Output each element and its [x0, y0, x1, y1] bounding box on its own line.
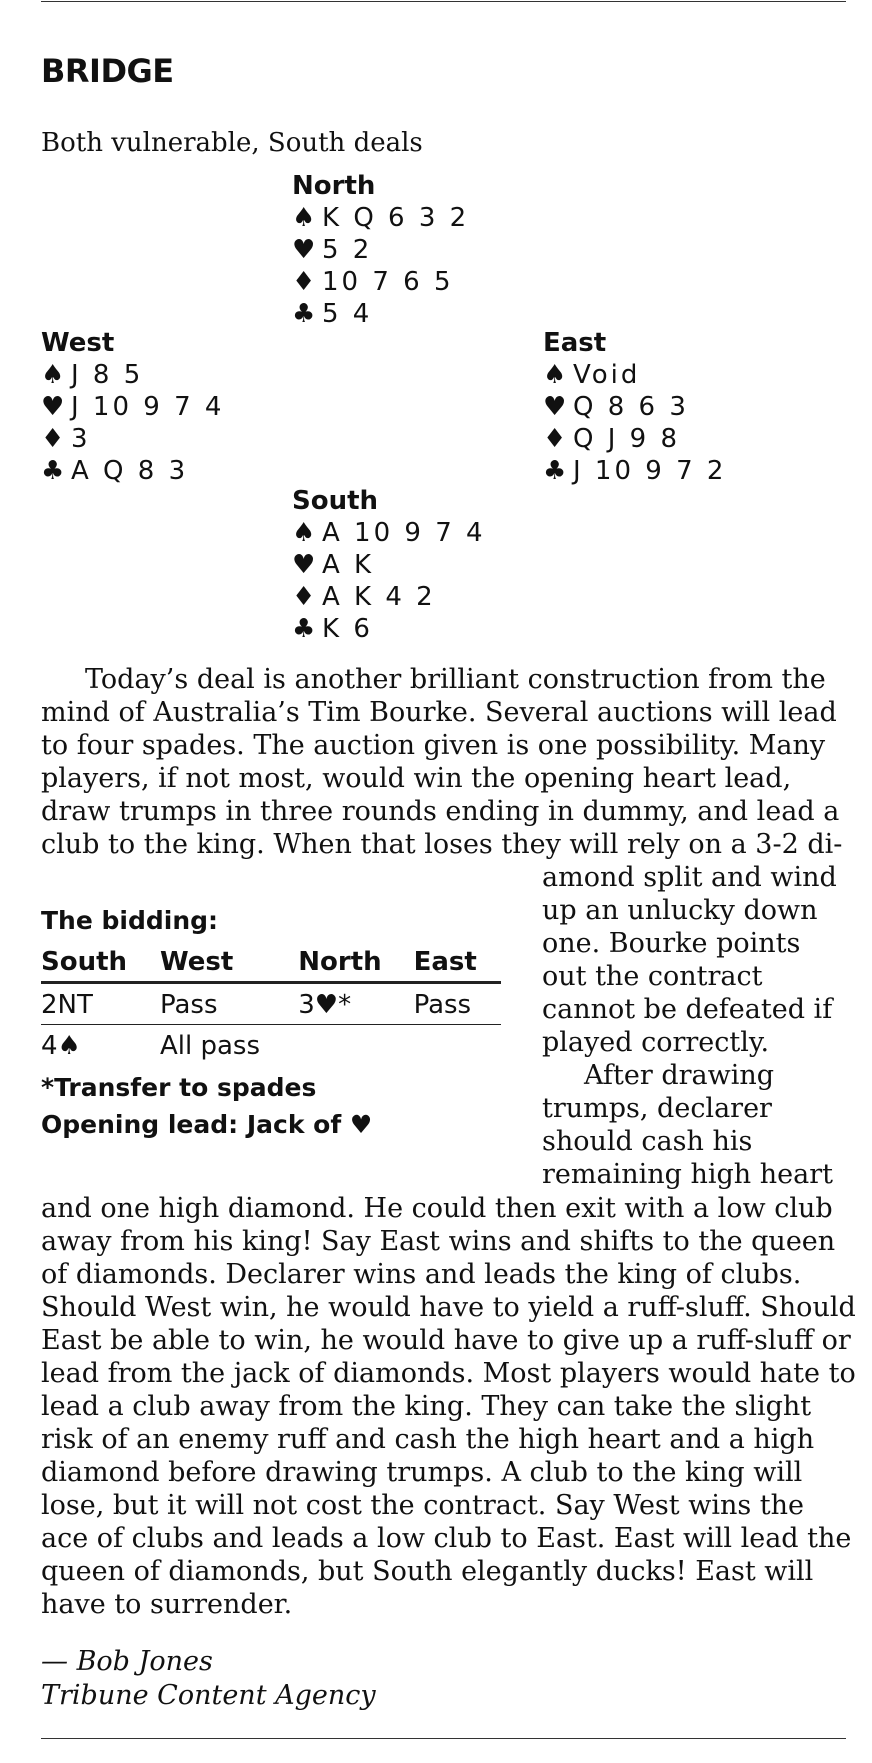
bid-cell: All pass	[159, 1031, 260, 1061]
heart-icon: ♥	[292, 550, 316, 580]
west-clubs: ♣ A Q 8 3	[41, 456, 189, 486]
bidding-row	[41, 1025, 501, 1066]
bid-cell: Pass	[414, 983, 501, 1025]
spade-icon: ♠	[543, 360, 567, 390]
bidding-header: South	[41, 947, 160, 983]
bidding-header: West	[160, 947, 298, 983]
heart-icon: ♥	[41, 392, 65, 422]
heart-icon: ♥	[292, 235, 316, 265]
agency: Tribune Content Agency	[41, 1680, 376, 1711]
south-hearts: ♥ A K	[292, 550, 375, 580]
opening-lead: Opening lead: Jack of ♥	[41, 1110, 373, 1139]
club-icon: ♣	[292, 299, 316, 329]
north-clubs: ♣ 5 4	[292, 299, 373, 329]
diamond-icon: ♦	[292, 267, 316, 297]
west-spades: ♠ J 8 5	[41, 360, 144, 390]
bid-cell	[414, 1025, 501, 1066]
bidding-title: The bidding:	[41, 906, 219, 935]
top-rule	[41, 1, 846, 2]
west-label: West	[41, 328, 115, 358]
vulnerability-line: Both vulnerable, South deals	[41, 128, 423, 158]
heart-icon: ♥	[543, 392, 567, 422]
east-diamonds: ♦ Q J 9 8	[543, 424, 681, 454]
bidding-header-row	[41, 947, 501, 983]
article-paragraph-2-end: and one high diamond. He could then exit with a low club away from his king! Say East wins and shifts to the queen of diamonds. Declarer wins and leads the king of clubs. Should West win, he would have to yield a ruff-sluff. Should East be able to win, he would have to give up a ruff-sluff or lead from the jack of diamonds. Most players would hate to lead a club away from the king. They can take the slight risk of an enemy ruff and cash the high heart and a high diamond before drawing trumps. A club to the king will lose, but it will not cost the contract. Say West wins the ace of clubs and leads a low club to East. East will lead the queen of diamonds, but South elegantly ducks! East will have to surrender.	[41, 1193, 856, 1620]
transfer-footnote: *Transfer to spades	[41, 1073, 317, 1102]
bidding-box	[41, 906, 501, 1139]
bidding-table	[41, 947, 501, 1065]
east-spades: ♠ Void	[543, 360, 641, 390]
north-label: North	[292, 171, 376, 201]
club-icon: ♣	[41, 456, 65, 486]
column-heading: BRIDGE	[41, 52, 174, 90]
spade-icon: ♠	[292, 203, 316, 233]
west-diamonds: ♦ 3	[41, 424, 91, 454]
bidding-row	[41, 983, 501, 1025]
spade-icon: ♠	[41, 360, 65, 390]
south-hand	[292, 485, 486, 645]
south-diamonds: ♦ A K 4 2	[292, 582, 436, 612]
west-hand	[41, 327, 224, 487]
bid-cell: 2NT	[41, 983, 160, 1025]
bid-cell	[298, 1025, 413, 1066]
north-hand	[292, 170, 469, 330]
article-right-column	[542, 861, 852, 1191]
diamond-icon: ♦	[41, 424, 65, 454]
south-label: South	[292, 486, 379, 516]
author: — Bob Jones	[41, 1646, 213, 1677]
bid-cell: Pass	[160, 983, 298, 1025]
north-diamonds: ♦ 10 7 6 5	[292, 267, 454, 297]
article-paragraph-1: Today’s deal is another brilliant construction from the mind of Australia’s Tim Bourke. Several auctions will lead to four spades. The auction given is one possibility. Many players, if not most, would win the opening heart lead, draw trumps in three rounds ending in dummy, and lead a club to the king. When that loses they will rely on a 3-2 di-	[41, 664, 843, 860]
bidding-header: North	[298, 947, 413, 983]
east-clubs: ♣ J 10 9 7 2	[543, 456, 727, 486]
byline	[41, 1645, 376, 1713]
west-hearts: ♥ J 10 9 7 4	[41, 392, 225, 422]
east-label: East	[543, 328, 607, 358]
diamond-icon: ♦	[292, 582, 316, 612]
east-hand	[543, 327, 726, 487]
north-spades: ♠ K Q 6 3 2	[292, 203, 470, 233]
club-icon: ♣	[292, 614, 316, 644]
article-paragraph-2-start: After drawing trumps, declarer should cash his remaining high heart	[542, 1060, 834, 1190]
south-spades: ♠ A 10 9 7 4	[292, 518, 486, 548]
bid-cell: 4♠	[41, 1031, 81, 1061]
south-clubs: ♣ K 6	[292, 614, 373, 644]
bottom-rule	[41, 1738, 846, 1739]
bidding-header: East	[414, 947, 501, 983]
article-paragraph-1-continued: amond split and wind up an unlucky down one. Bourke points out the contract cannot be defeated if played correctly.	[542, 862, 837, 1058]
club-icon: ♣	[543, 456, 567, 486]
diamond-icon: ♦	[543, 424, 567, 454]
north-hearts: ♥ 5 2	[292, 235, 373, 265]
east-hearts: ♥ Q 8 6 3	[543, 392, 689, 422]
bid-cell: 3♥*	[298, 983, 413, 1025]
spade-icon: ♠	[292, 518, 316, 548]
